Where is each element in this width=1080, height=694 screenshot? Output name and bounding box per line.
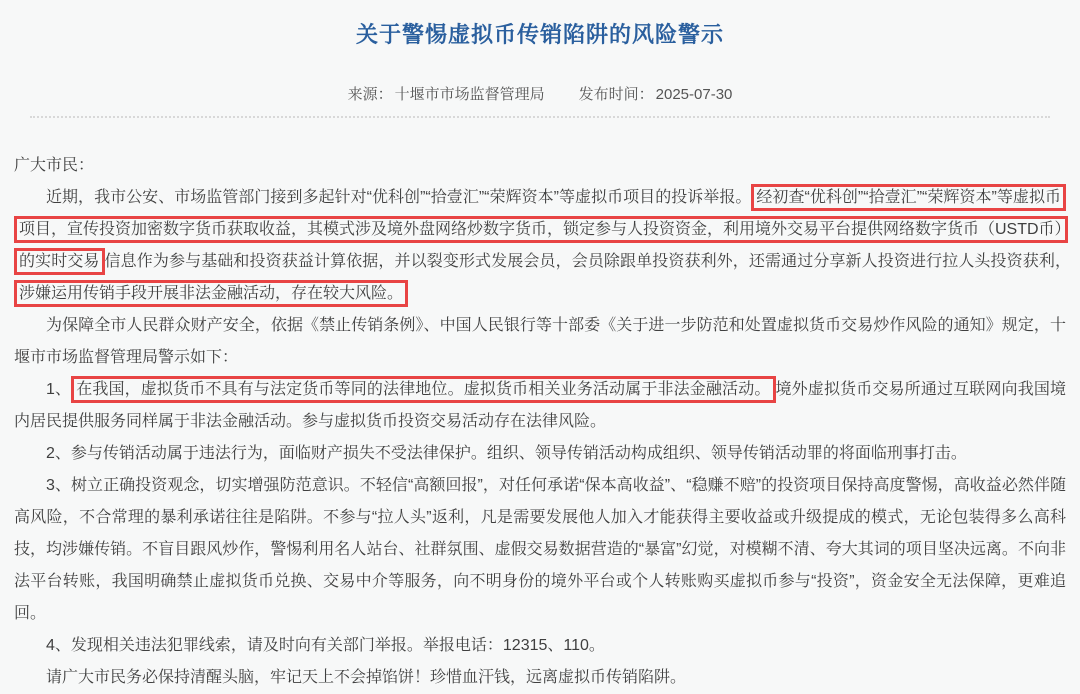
- paragraph: [14, 470, 1066, 630]
- text-segment: 近期，我市公安、市场监管部门接到多起针对“优科创”“拾壹汇”“荣辉资本”等虚拟币项目的投诉举报。: [46, 189, 752, 206]
- paragraph: [14, 150, 1066, 182]
- highlighted-text: 在我国，虚拟货币不具有与法定货币等同的法律地位。虚拟货币相关业务活动属于非法金融活动。: [71, 376, 775, 403]
- paragraph: [14, 374, 1066, 438]
- source-label: 来源：: [347, 86, 393, 103]
- source-value: 十堰市市场监督管理局: [394, 86, 545, 103]
- article-header: [0, 0, 1080, 105]
- publish-time-value: 2025-07-30: [655, 86, 733, 103]
- paragraph: [14, 310, 1066, 374]
- text-segment: 2、参与传销活动属于违法行为，面临财产损失不受法律保护。组织、领导传销活动构成组织、领导传销活动罪的将面临刑事打击。: [46, 445, 967, 462]
- article-body: [0, 118, 1080, 694]
- publish-time-field: [579, 86, 733, 103]
- text-segment: 3、树立正确投资观念，切实增强防范意识。不轻信“高额回报”，对任何承诺“保本高收益”、“稳赚不赔”的投资项目保持高度警惕，高收益必然伴随高风险，不合常理的暴利承诺往往是陷阱。不参与“拉人头”返利，凡是需要发展他人加入才能获得主要收益或升级提成的模式，无论包装得多么高科技，均涉嫌传销。不盲目跟风炒作，警惕利用名人站台、社群氛围、虚假交易数据营造的“暴富”幻觉，对模糊不清、夸大其词的项目坚决远离。不向非法平台转账，我国明确禁止虚拟货币兑换、交易中介等服务，向不明身份的境外平台或个人转账购买虚拟币参与“投资”，资金安全无法保障，更难追回。: [14, 477, 1066, 622]
- highlighted-text: 涉嫌运用传销手段开展非法金融活动，存在较大风险。: [14, 280, 408, 307]
- article-meta: [0, 84, 1080, 105]
- paragraph: [14, 182, 1071, 310]
- source-field: [348, 86, 545, 103]
- paragraph: [14, 438, 1066, 470]
- paragraph: [14, 662, 1066, 694]
- text-segment: 信息作为参与基础和投资获益计算依据，并以裂变形式发展会员，会员除跟单投资获利外，还需通过分享新人投资进行拉人头投资获利，: [104, 253, 1071, 270]
- text-segment: 为保障全市人民群众财产安全，依据《禁止传销条例》、中国人民银行等十部委《关于进一步防范和处置虚拟货币交易炒作风险的通知》规定，十堰市市场监督管理局警示如下：: [14, 317, 1066, 366]
- publish-time-label: 发布时间：: [578, 86, 654, 103]
- text-segment: 广大市民：: [14, 157, 95, 174]
- page-title: 关于警惕虚拟币传销陷阱的风险警示: [355, 22, 724, 47]
- highlighted-text: 经初查“优科创”“拾壹汇”“荣辉资本”等虚拟币项目，宣传投资加密数字货币获取收益，其模式涉及境外盘网络炒数字货币，锁定参与人投资资金，利用境外交易平台提供网络数字货币（USTD币）的实时交易: [14, 184, 1068, 275]
- text-segment: 1、: [46, 381, 72, 398]
- paragraph: [14, 630, 1066, 662]
- text-segment: 请广大市民务必保持清醒头脑，牢记天上不会掉馅饼！珍惜血汗钱，远离虚拟币传销陷阱。: [46, 669, 687, 686]
- text-segment: 境外虚拟货币交易所通过互联网向我国境内居民提供服务同样属于非法金融活动。参与虚拟货币投资交易活动存在法律风险。: [14, 381, 1066, 430]
- text-segment: 4、发现相关违法犯罪线索，请及时向有关部门举报。举报电话：12315、110。: [46, 637, 605, 654]
